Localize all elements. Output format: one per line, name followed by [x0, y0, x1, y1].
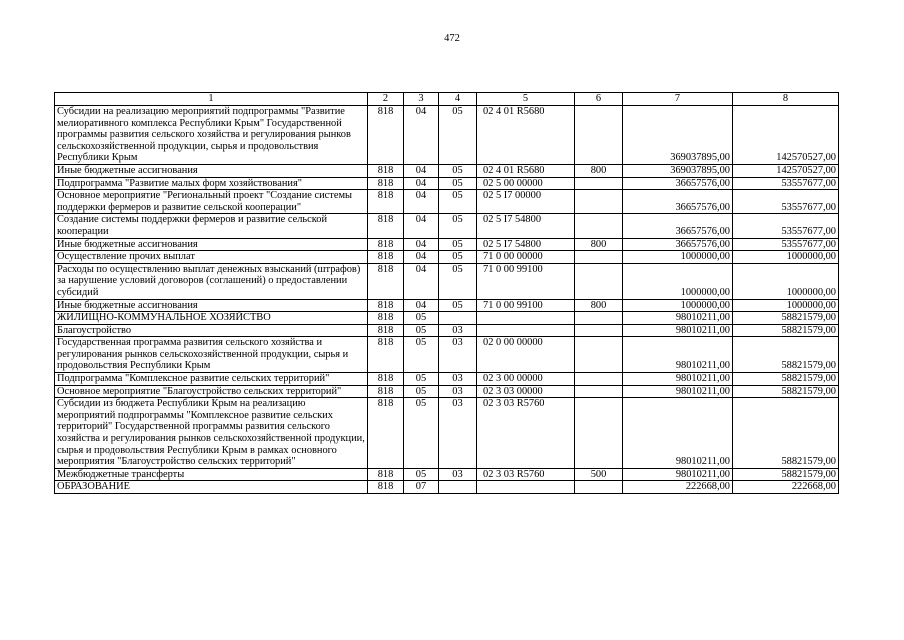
admin-code-cell: 818	[368, 214, 404, 238]
amount-year1-cell: 36657576,00	[623, 214, 733, 238]
header-cell: 6	[575, 93, 623, 106]
subsection-code-cell: 05	[439, 214, 477, 238]
subsection-code-cell: 03	[439, 373, 477, 386]
target-article-cell: 71 0 00 99100	[477, 299, 575, 312]
row-name-cell: ЖИЛИЩНО-КОММУНАЛЬНОЕ ХОЗЯЙСТВО	[55, 312, 368, 325]
row-name-cell: Создание системы поддержки фермеров и развитие сельской кооперации	[55, 214, 368, 238]
expense-type-cell: 800	[575, 164, 623, 177]
amount-year1-cell: 98010211,00	[623, 468, 733, 481]
section-code-cell: 04	[404, 299, 439, 312]
expense-type-cell	[575, 373, 623, 386]
expense-type-cell: 800	[575, 238, 623, 251]
amount-year2-cell: 1000000,00	[733, 299, 839, 312]
subsection-code-cell: 03	[439, 324, 477, 337]
amount-year1-cell: 98010211,00	[623, 324, 733, 337]
section-code-cell: 05	[404, 373, 439, 386]
subsection-code-cell: 03	[439, 468, 477, 481]
amount-year1-cell: 1000000,00	[623, 299, 733, 312]
amount-year1-cell: 36657576,00	[623, 190, 733, 214]
amount-year2-cell: 58821579,00	[733, 398, 839, 469]
section-code-cell: 04	[404, 238, 439, 251]
amount-year2-cell: 58821579,00	[733, 337, 839, 373]
table-row	[55, 468, 839, 481]
section-code-cell: 05	[404, 468, 439, 481]
admin-code-cell: 818	[368, 373, 404, 386]
target-article-cell: 71 0 00 00000	[477, 251, 575, 264]
header-cell: 5	[477, 93, 575, 106]
amount-year1-cell: 222668,00	[623, 481, 733, 494]
amount-year2-cell: 53557677,00	[733, 177, 839, 190]
amount-year1-cell: 98010211,00	[623, 373, 733, 386]
table-row	[55, 251, 839, 264]
subsection-code-cell: 03	[439, 398, 477, 469]
expense-type-cell	[575, 385, 623, 398]
admin-code-cell: 818	[368, 164, 404, 177]
target-article-cell: 02 5 I7 00000	[477, 190, 575, 214]
row-name-cell: Осуществление прочих выплат	[55, 251, 368, 264]
table-row	[55, 190, 839, 214]
table-row	[55, 177, 839, 190]
section-code-cell: 05	[404, 324, 439, 337]
admin-code-cell: 818	[368, 299, 404, 312]
target-article-cell: 02 5 I7 54800	[477, 238, 575, 251]
table-row	[55, 337, 839, 373]
table-row	[55, 373, 839, 386]
amount-year1-cell: 369037895,00	[623, 164, 733, 177]
amount-year2-cell: 142570527,00	[733, 164, 839, 177]
row-name-cell: Субсидии на реализацию мероприятий подпрограммы "Развитие мелиоративного комплекса Республики Крым" Государственной программы развития сельского хозяйства и регулирования рынков сельскохозяйственной продукции, сырья и продовольствия Республики Крым	[55, 106, 368, 165]
row-name-cell: Иные бюджетные ассигнования	[55, 164, 368, 177]
row-name-cell: Благоустройство	[55, 324, 368, 337]
expense-type-cell	[575, 251, 623, 264]
subsection-code-cell: 03	[439, 385, 477, 398]
admin-code-cell: 818	[368, 106, 404, 165]
row-name-cell: ОБРАЗОВАНИЕ	[55, 481, 368, 494]
subsection-code-cell: 05	[439, 263, 477, 299]
amount-year1-cell: 98010211,00	[623, 398, 733, 469]
row-name-cell: Основное мероприятие "Благоустройство сельских территорий"	[55, 385, 368, 398]
row-name-cell: Подпрограмма "Развитие малых форм хозяйствования"	[55, 177, 368, 190]
header-cell: 7	[623, 93, 733, 106]
amount-year2-cell: 58821579,00	[733, 468, 839, 481]
table-row	[55, 312, 839, 325]
section-code-cell: 04	[404, 177, 439, 190]
table-header-row	[55, 93, 839, 106]
section-code-cell: 05	[404, 398, 439, 469]
expense-type-cell	[575, 263, 623, 299]
header-cell: 3	[404, 93, 439, 106]
target-article-cell: 02 4 01 R5680	[477, 164, 575, 177]
section-code-cell: 04	[404, 214, 439, 238]
expense-type-cell	[575, 398, 623, 469]
table-row	[55, 214, 839, 238]
target-article-cell: 02 3 03 00000	[477, 385, 575, 398]
subsection-code-cell: 05	[439, 106, 477, 165]
subsection-code-cell: 05	[439, 238, 477, 251]
target-article-cell: 71 0 00 99100	[477, 263, 575, 299]
expense-type-cell	[575, 214, 623, 238]
section-code-cell: 04	[404, 263, 439, 299]
subsection-code-cell: 05	[439, 299, 477, 312]
expense-type-cell: 500	[575, 468, 623, 481]
amount-year2-cell: 1000000,00	[733, 251, 839, 264]
amount-year1-cell: 98010211,00	[623, 312, 733, 325]
target-article-cell: 02 0 00 00000	[477, 337, 575, 373]
admin-code-cell: 818	[368, 251, 404, 264]
row-name-cell: Государственная программа развития сельского хозяйства и регулирования рынков сельскохозяйственной продукции, сырья и продовольствия Республики Крым	[55, 337, 368, 373]
row-name-cell: Иные бюджетные ассигнования	[55, 299, 368, 312]
target-article-cell	[477, 312, 575, 325]
page-number: 472	[444, 33, 460, 44]
table-row	[55, 263, 839, 299]
row-name-cell: Субсидии из бюджета Республики Крым на реализацию мероприятий подпрограммы "Комплексное развитие сельских территорий" Государственной программы развития сельского хозяйства и регулирования рынков сельскохозяйственной продукции, сырья и продовольствия Республики Крым в рамках основного мероприятия "Благоустройство сельских территорий"	[55, 398, 368, 469]
admin-code-cell: 818	[368, 312, 404, 325]
target-article-cell: 02 3 00 00000	[477, 373, 575, 386]
amount-year2-cell: 58821579,00	[733, 312, 839, 325]
admin-code-cell: 818	[368, 337, 404, 373]
table-row	[55, 238, 839, 251]
section-code-cell: 04	[404, 190, 439, 214]
table-row	[55, 299, 839, 312]
amount-year2-cell: 58821579,00	[733, 385, 839, 398]
subsection-code-cell: 03	[439, 337, 477, 373]
target-article-cell: 02 4 01 R5680	[477, 106, 575, 165]
target-article-cell	[477, 324, 575, 337]
amount-year2-cell: 58821579,00	[733, 324, 839, 337]
section-code-cell: 07	[404, 481, 439, 494]
row-name-cell: Подпрограмма "Комплексное развитие сельских территорий"	[55, 373, 368, 386]
expense-type-cell	[575, 190, 623, 214]
amount-year1-cell: 1000000,00	[623, 251, 733, 264]
admin-code-cell: 818	[368, 190, 404, 214]
expense-type-cell	[575, 312, 623, 325]
table-body	[55, 93, 839, 494]
subsection-code-cell: 05	[439, 177, 477, 190]
subsection-code-cell: 05	[439, 251, 477, 264]
amount-year1-cell: 1000000,00	[623, 263, 733, 299]
table-row	[55, 164, 839, 177]
section-code-cell: 05	[404, 312, 439, 325]
target-article-cell: 02 3 03 R5760	[477, 468, 575, 481]
target-article-cell: 02 5 00 00000	[477, 177, 575, 190]
admin-code-cell: 818	[368, 468, 404, 481]
section-code-cell: 04	[404, 164, 439, 177]
target-article-cell: 02 5 I7 54800	[477, 214, 575, 238]
amount-year2-cell: 222668,00	[733, 481, 839, 494]
expense-type-cell: 800	[575, 299, 623, 312]
header-cell: 1	[55, 93, 368, 106]
row-name-cell: Основное мероприятие "Региональный проект "Создание системы поддержки фермеров и развитие сельской кооперации"	[55, 190, 368, 214]
admin-code-cell: 818	[368, 398, 404, 469]
table-row	[55, 481, 839, 494]
header-cell: 4	[439, 93, 477, 106]
amount-year1-cell: 98010211,00	[623, 385, 733, 398]
amount-year1-cell: 369037895,00	[623, 106, 733, 165]
expense-type-cell	[575, 481, 623, 494]
subsection-code-cell: 05	[439, 164, 477, 177]
table-row	[55, 106, 839, 165]
amount-year1-cell: 36657576,00	[623, 177, 733, 190]
admin-code-cell: 818	[368, 481, 404, 494]
amount-year2-cell: 58821579,00	[733, 373, 839, 386]
amount-year1-cell: 98010211,00	[623, 337, 733, 373]
table-row	[55, 324, 839, 337]
section-code-cell: 05	[404, 337, 439, 373]
row-name-cell: Расходы по осуществлению выплат денежных взысканий (штрафов) за нарушение условий договоров (соглашений) о предоставлении субсидий	[55, 263, 368, 299]
amount-year2-cell: 1000000,00	[733, 263, 839, 299]
target-article-cell: 02 3 03 R5760	[477, 398, 575, 469]
row-name-cell: Иные бюджетные ассигнования	[55, 238, 368, 251]
amount-year2-cell: 53557677,00	[733, 238, 839, 251]
subsection-code-cell: 05	[439, 190, 477, 214]
header-cell: 2	[368, 93, 404, 106]
expense-type-cell	[575, 337, 623, 373]
budget-table	[54, 92, 839, 494]
target-article-cell	[477, 481, 575, 494]
section-code-cell: 04	[404, 251, 439, 264]
admin-code-cell: 818	[368, 238, 404, 251]
table-row	[55, 385, 839, 398]
amount-year2-cell: 53557677,00	[733, 214, 839, 238]
section-code-cell: 04	[404, 106, 439, 165]
admin-code-cell: 818	[368, 324, 404, 337]
admin-code-cell: 818	[368, 177, 404, 190]
subsection-code-cell	[439, 312, 477, 325]
subsection-code-cell	[439, 481, 477, 494]
table-row	[55, 398, 839, 469]
admin-code-cell: 818	[368, 385, 404, 398]
expense-type-cell	[575, 106, 623, 165]
amount-year2-cell: 142570527,00	[733, 106, 839, 165]
admin-code-cell: 818	[368, 263, 404, 299]
amount-year1-cell: 36657576,00	[623, 238, 733, 251]
section-code-cell: 05	[404, 385, 439, 398]
expense-type-cell	[575, 177, 623, 190]
expense-type-cell	[575, 324, 623, 337]
amount-year2-cell: 53557677,00	[733, 190, 839, 214]
row-name-cell: Межбюджетные трансферты	[55, 468, 368, 481]
header-cell: 8	[733, 93, 839, 106]
